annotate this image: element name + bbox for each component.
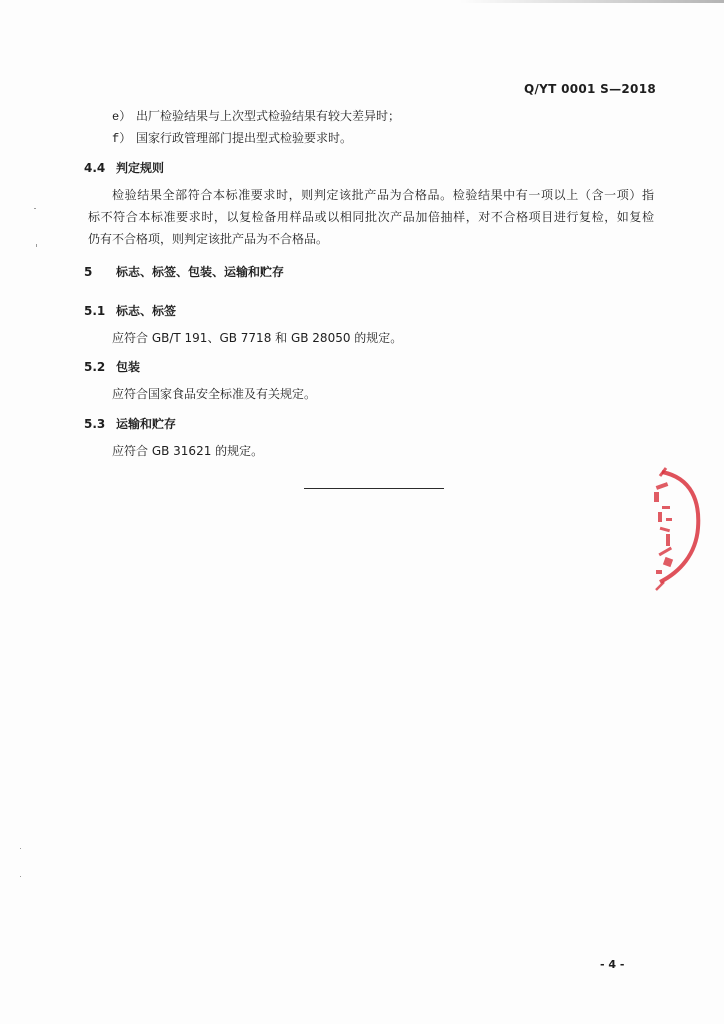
scan-speck	[20, 876, 21, 877]
section-title: 包装	[116, 360, 141, 374]
section-heading-4-4	[84, 159, 164, 176]
section-title: 标志、标签	[116, 304, 177, 318]
section-body-text: 应符合国家食品安全标准及有关规定。	[112, 387, 317, 401]
section-heading-5-1	[84, 302, 176, 319]
section-body-text: 应符合 GB 31621 的规定。	[112, 444, 264, 458]
section-title: 判定规则	[116, 161, 165, 175]
scan-speck	[34, 208, 36, 209]
document-code: Q/YT 0001 S—2018	[523, 82, 656, 96]
scan-speck	[20, 848, 21, 849]
list-marker: f）	[112, 132, 132, 146]
section-body-text: 应符合 GB/T 191、GB 7718 和 GB 28050 的规定。	[112, 331, 403, 345]
section-heading-5-3	[84, 415, 176, 432]
section-heading-5-2	[84, 358, 140, 375]
section-heading-5	[84, 263, 284, 280]
paragraph-line: 仍有不合格项，则判定该批产品为不合格品。	[88, 232, 329, 246]
page-number: - 4 -	[600, 958, 625, 971]
scan-edge-shadow	[460, 0, 724, 3]
company-seal-stamp	[640, 462, 724, 592]
scan-speck	[36, 244, 37, 247]
list-item-text: 出厂检验结果与上次型式检验结果有较大差异时；	[136, 109, 401, 123]
section-title: 标志、标签、包装、运输和贮存	[116, 265, 285, 279]
section-number: 5.3	[84, 417, 106, 431]
section-number: 4.4	[84, 161, 106, 175]
list-item-text: 国家行政管理部门提出型式检验要求时。	[136, 131, 353, 145]
paragraph-line: 标不符合本标准要求时，以复检备用样品或以相同批次产品加倍抽样，对不合格项目进行复检，如复检	[88, 210, 654, 224]
section-number: 5	[84, 265, 93, 279]
paragraph-line: 检验结果全部符合本标准要求时，则判定该批产品为合格品。检验结果中有一项以上（含一项）指	[112, 188, 654, 202]
section-number: 5.2	[84, 360, 106, 374]
section-title: 运输和贮存	[116, 417, 177, 431]
section-number: 5.1	[84, 304, 106, 318]
list-marker: e）	[112, 110, 132, 124]
list-item	[112, 129, 352, 146]
end-of-text-rule	[304, 488, 444, 489]
list-item	[112, 107, 400, 124]
